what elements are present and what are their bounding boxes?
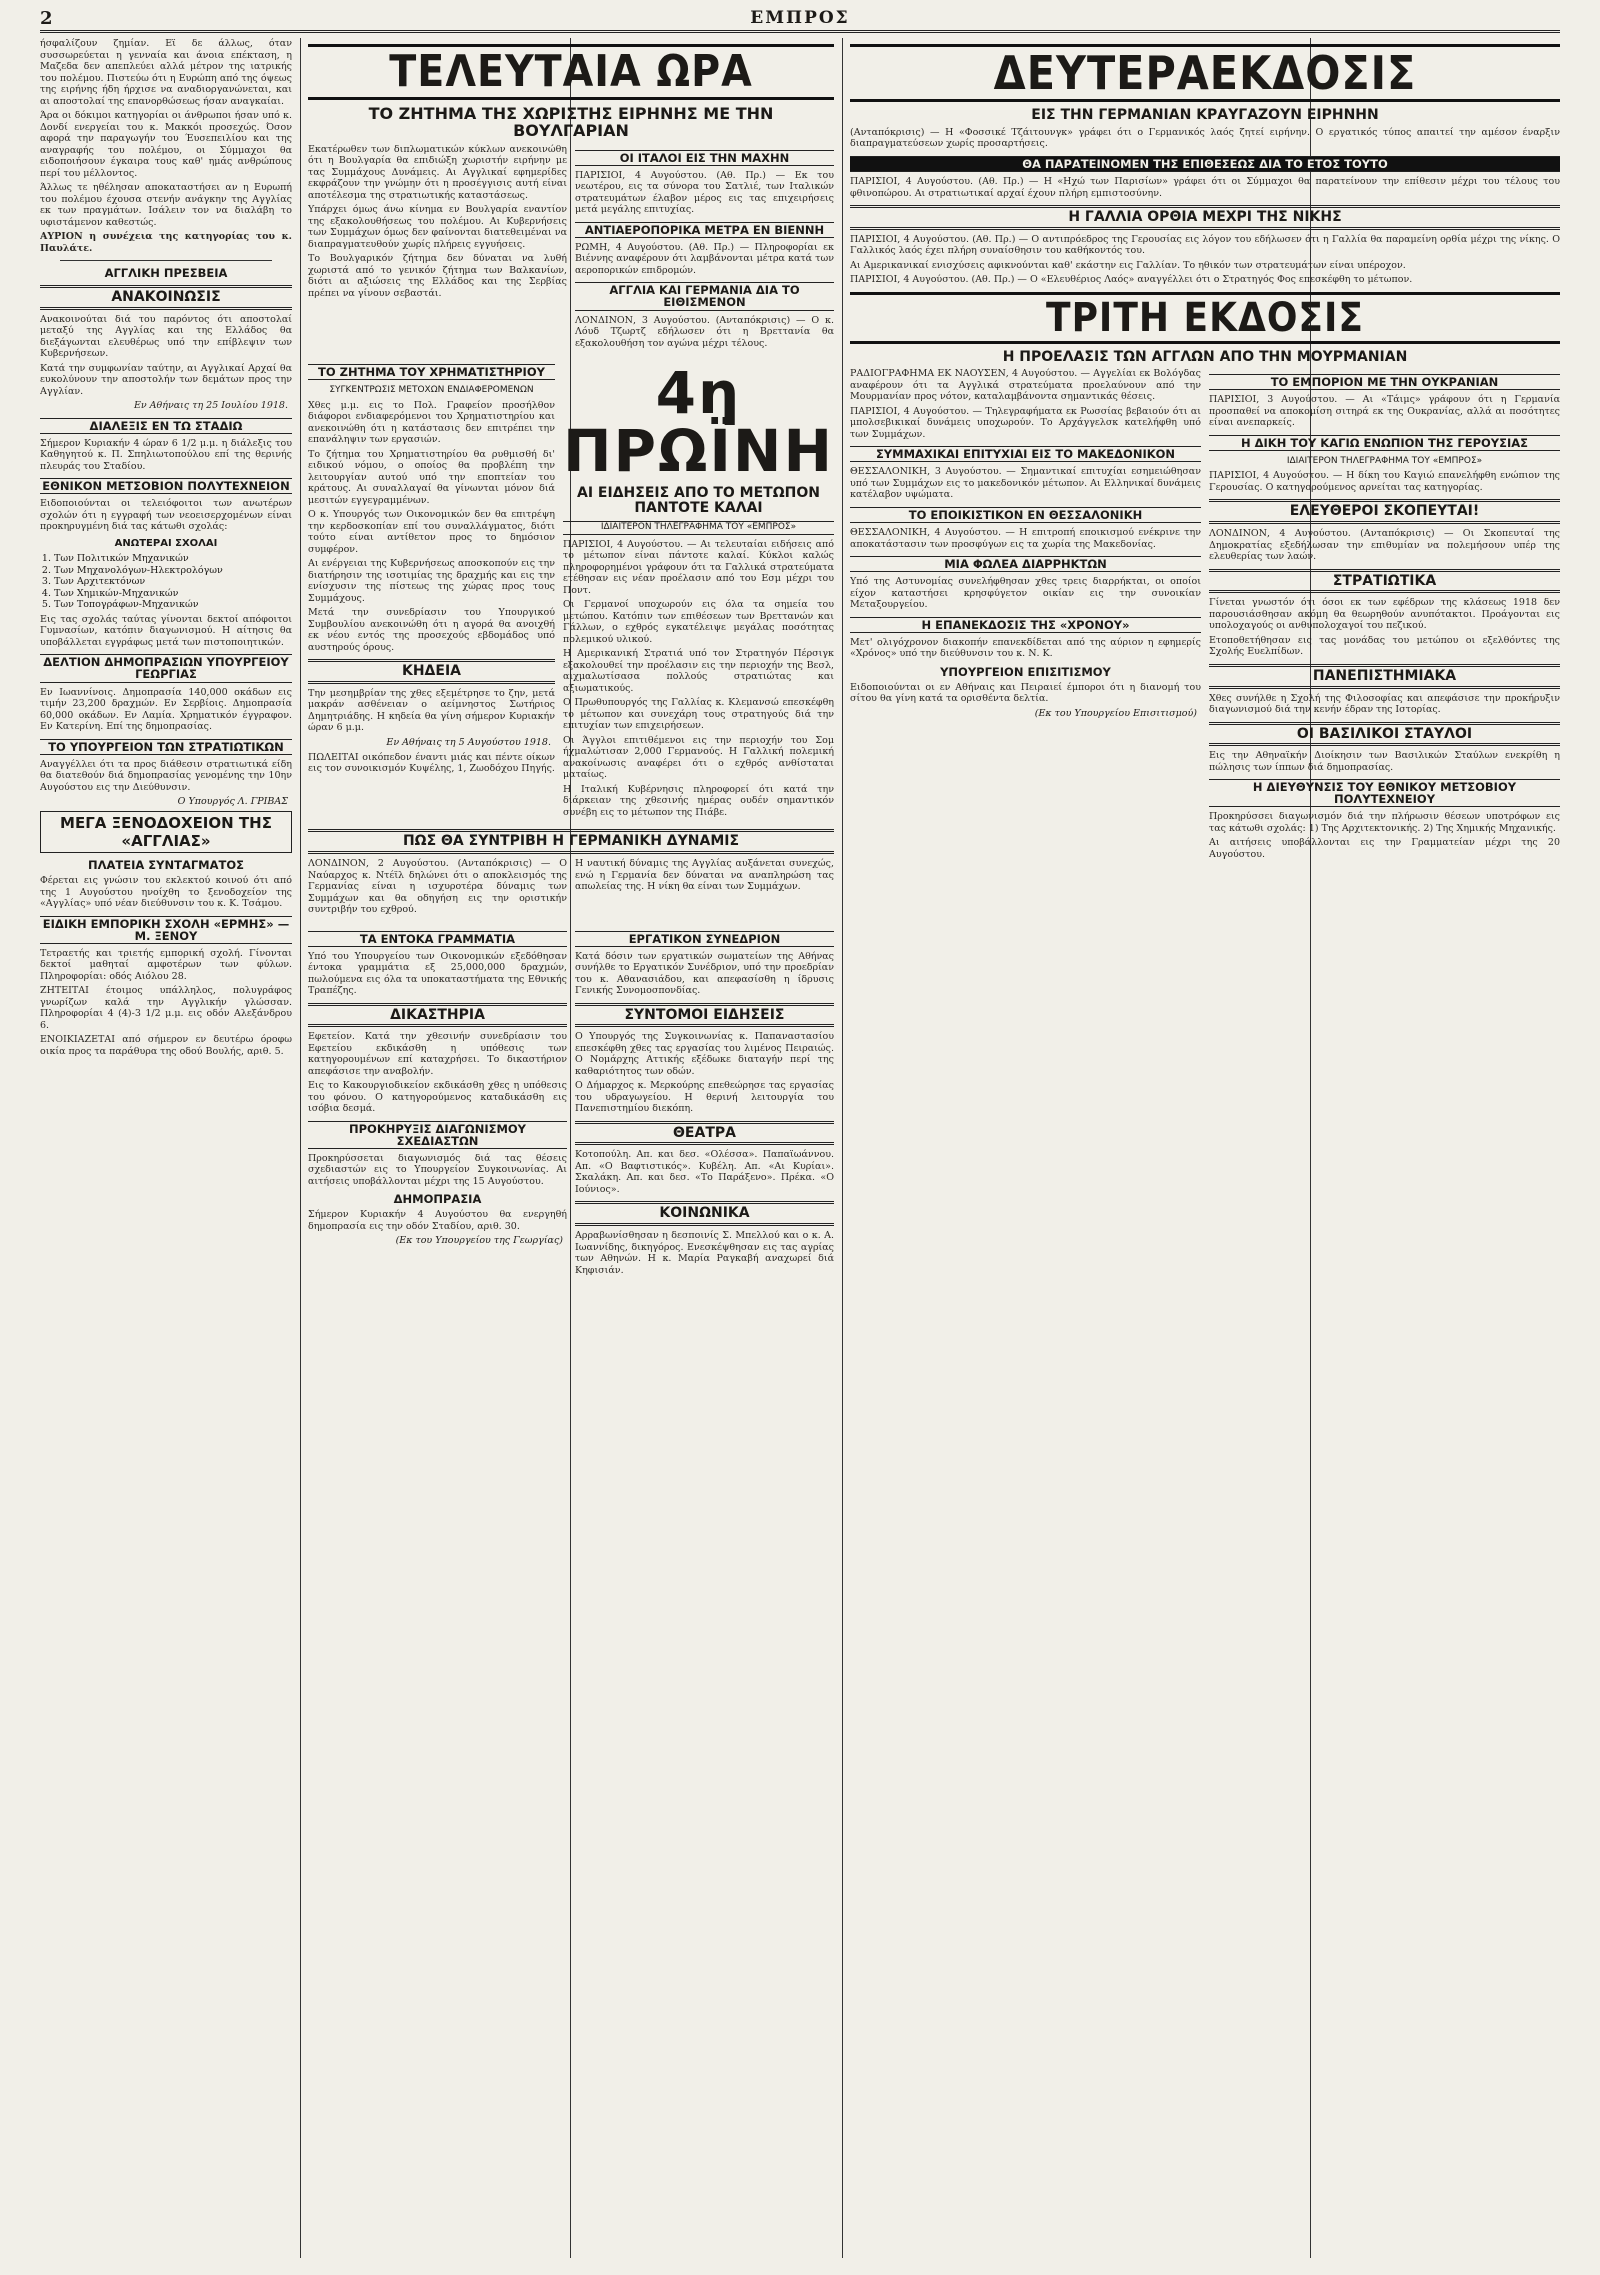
headline-third-edition: ΤΡΙΤΗ ΕΚΔΟΣΙΣ bbox=[850, 292, 1560, 344]
school-list bbox=[54, 553, 292, 611]
article-text: Υπάρχει όμως άνω κίνημα εν Βουλγαρία εναντίον της εξακολουθήσεως του πολέμου. Αι Κυβερνήσεις των Συμμάχων όμως δεν φαίνονται διατεθειμέναι να διαπραγματευθούν χωρίς πλήρεις εγγυήσεις. bbox=[308, 204, 567, 250]
headline: ΚΟΙΝΩΝΙΚΑ bbox=[575, 1201, 834, 1226]
column-rule bbox=[300, 38, 301, 2258]
headline: ΚΗΔΕΙΑ bbox=[308, 659, 555, 684]
article-text: Το Βουλγαρικόν ζήτημα δεν δύναται να λυθή χωριστά από το γενικόν ζήτημα των Βαλκανίων, διότι αι αξιώσεις της Ελλάδος και της Σερβίας πρέπει να γίνουν σεβαστάι. bbox=[308, 253, 567, 299]
column-rule bbox=[842, 38, 843, 2258]
article-text: Ειδοποιούνται οι τελειόφοιτοι των ανωτέρων σχολών ότι η εγγραφή των νεοεισερχομένων είναι προκηρυγμένη διά τας κάτωθι σχολάς: bbox=[40, 498, 292, 533]
article-text: Αρραβωνίσθησαν η δεσποινίς Σ. Μπελλού και ο κ. Α. Ιωαννίδης, δικηγόρος. Ενεσκέψθησαν εις τας αγρίας των Αθηνών. Η κ. Μαρία Ραγκαβή αναχωρεί διά Κηφισιάν. bbox=[575, 1230, 834, 1276]
article-text: Εφετείον. Κατά την χθεσινήν συνεδρίασιν του Εφετείου εκδικάσθη η υπόθεσις των κατηγορουμένων επί καταχρήσει. Το δικαστήριον απεφάσισε την αναβολήν. bbox=[308, 1031, 567, 1077]
article-text: Ετοποθετήθησαν εις τας μονάδας του μετώπου οι εξελθόντες της Σχολής Ευελπίδων. bbox=[1209, 634, 1560, 658]
article-text: Αι ενέργειαι της Κυβερνήσεως αποσκοπούν εις την διατήρησιν της ισοτιμίας της δραχμής και εις την ενίσχυσιν της πίστεως της χώρας προς τους Συμμάχους. bbox=[308, 558, 555, 604]
headline: ΕΛΕΥΘΕΡΟΙ ΣΚΟΠΕΥΤΑΙ! bbox=[1209, 499, 1560, 524]
headline: ΤΑ ΕΝΤΟΚΑ ΓΡΑΜΜΑΤΙΑ bbox=[308, 931, 567, 947]
headline: ΕΙΣ ΤΗΝ ΓΕΡΜΑΝΙΑΝ ΚΡΑΥΓΑΖΟΥΝ ΕΙΡΗΝΗΝ bbox=[1031, 107, 1379, 124]
headline: Η ΠΡΟΕΛΑΣΙΣ ΤΩΝ ΑΓΓΛΩΝ ΑΠΟ ΤΗΝ ΜΟΥΡΜΑΝΙΑΝ bbox=[1002, 348, 1408, 365]
headline: ΑΝΤΙΑΕΡΟΠΟΡΙΚΑ ΜΕΤΡΑ ΕΝ ΒΙΕΝΝΗ bbox=[575, 222, 834, 238]
article-text: Προκηρύσσει διαγωνισμόν διά την πλήρωσιν θέσεων υποτρόφων εις τας κάτωθι σχολάς: 1) Της Αρχιτεκτονικής. 2) Της Χημικής Μηχανικής. bbox=[1209, 811, 1560, 834]
article-text: Οι Γερμανοί υποχωρούν εις όλα τα σημεία του μετώπου. Κατόπιν των επιθέσεων των Βρεττανών και Γάλλων, ο εχθρός εγκατέλειψε μεγάλας ποσότητας πολεμικού υλικού. bbox=[562, 599, 834, 645]
list-item: 2. Των Μηχανολόγων-Ηλεκτρολόγων bbox=[54, 565, 292, 577]
subheadline: ΙΔΙΑΙΤΕΡΟΝ ΤΗΛΕΓΡΑΦΗΜΑ ΤΟΥ «ΕΜΠΡΟΣ» bbox=[563, 521, 834, 534]
article-text: Εν Ιωαννίνοις. Δημοπρασία 140,000 οκάδων εις τιμήν 23,200 δραχμών. Εν Σερβίοις. Δημοπρασία 60,000 οκάδων. Εν Λαμία. Χρηματικόν έγγραφον. Εν Κατερίνη. Επί της δημοπρασίας. bbox=[40, 686, 292, 732]
headline: ΜΙΑ ΦΩΛΕΑ ΔΙΑΡΡΗΚΤΩΝ bbox=[850, 556, 1201, 572]
german-article-left bbox=[308, 858, 567, 919]
list-item: 3. Των Αρχιτεκτόνων bbox=[54, 576, 292, 588]
article-text: ΠΑΡΙΣΙΟΙ, 3 Αυγούστου. — Αι «Τάιμς» γράφουν ότι η Γερμανία προσπαθεί να αποκομίση σιτηρά εκ της Ουκρανίας, αλλά αι ποσότητες είναι ανεπαρκείς. bbox=[1209, 394, 1560, 429]
article-text: Αι Αμερικανικαί ενισχύσεις αφικνούνται καθ' εκάστην εις Γαλλίαν. Το ηθικόν των στρατευμάτων είναι υπέροχον. bbox=[850, 259, 1406, 271]
headline: ΥΠΟΥΡΓΕΙΟΝ ΕΠΙΣΙΤΙΣΜΟΥ bbox=[940, 664, 1111, 679]
divider bbox=[60, 260, 272, 261]
article-text: Εις την Αθηναϊκήν Διοίκησιν των Βασιλικών Σταύλων ενεκρίθη η πώλησις των ίππων διά δημοπρασίας. bbox=[1209, 750, 1560, 773]
subheadline: ΙΔΙΑΙΤΕΡΟΝ ΤΗΛΕΓΡΑΦΗΜΑ ΤΟΥ «ΕΜΠΡΟΣ» bbox=[1286, 456, 1483, 467]
classified-ad: ΕΝΟΙΚΙΑΖΕΤΑΙ από σήμερον εν δευτέρω όροφω οικία προς τα παράθυρα της οδού Βουλής, αριθ. 5. bbox=[40, 1034, 292, 1057]
article-text: ΘΕΣΣΑΛΟΝΙΚΗ, 3 Αυγούστου. — Σημαντικαί επιτυχίαι εσημειώθησαν υπό των Συμμάχων εις το μακεδονικόν μέτωπον. Αι Ελληνικαί δυνάμεις κατέλαβον υψώματα. bbox=[850, 466, 1201, 501]
headline: ΠΑΝΕΠΙΣΤΗΜΙΑΚΑ bbox=[1209, 664, 1560, 689]
headline: ΑΝΑΚΟΙΝΩΣΙΣ bbox=[40, 285, 292, 310]
headline: ΟΙ ΙΤΑΛΟΙ ΕΙΣ ΤΗΝ ΜΑΧΗΝ bbox=[575, 150, 834, 166]
article-text: Μετ' ολιγόχρονον διακοπήν επανεκδίδεται από της αύριον η εφημερίς «Χρόνος» υπό την διεύθυνσιν του κ. Ν. Κ. bbox=[850, 636, 1201, 660]
headline: ΤΟ ΕΜΠΟΡΙΟΝ ΜΕ ΤΗΝ ΟΥΚΡΑΝΙΑΝ bbox=[1209, 374, 1560, 390]
hotel-ad-title: ΜΕΓΑ ΞΕΝΟΔΟΧΕΙΟΝ ΤΗΣ «ΑΓΓΛΙΑΣ» bbox=[40, 811, 292, 853]
column-3 bbox=[563, 358, 834, 821]
headline: ΑΙ ΕΙΔΗΣΕΙΣ ΑΠΟ ΤΟ ΜΕΤΩΠΟΝ ΠΑΝΤΟΤΕ ΚΑΛΑΙ bbox=[577, 485, 820, 516]
headline: ΔΗΜΟΠΡΑΣΙΑ bbox=[393, 1192, 482, 1207]
classified-ad: ΖΗΤΕΙΤΑΙ έτοιμος υπάλληλος, πολυγράφος γνωρίζων καλά την Αγγλικήν γλώσσαν. Πληροφορίαι 4 (4)-3 1/2 μ.μ. εις οδόν Αλεξάνδρου 6. bbox=[40, 985, 292, 1031]
column-2 bbox=[308, 144, 567, 352]
article-text: ΠΑΡΙΣΙΟΙ, 4 Αυγούστου. — Αι τελευταίαι ειδήσεις από το μέτωπον είναι πάντοτε καλαί. Κύκλοι καλώς πληροφορημένοι γράφουν ότι τα Γαλλικά στρατεύματα ετέθησαν εις νέαν προέλασιν από του Εσμ μέχρι του Ποντ. bbox=[562, 538, 834, 596]
article-text: Εις τας σχολάς ταύτας γίνονται δεκτοί απόφοιτοι Γυμνασίων, κατόπιν διαγωνισμού. Η αίτησις θα υποβάλλεται εγγράφως μετά των πιστοποιητικών. bbox=[40, 613, 292, 648]
column-2-lower bbox=[308, 358, 555, 821]
article-text: ΠΑΡΙΣΙΟΙ, 4 Αυγούστου. (Αθ. Πρ.) — Εκ του νεωτέρου, εις τα σύνορα του Σατλιέ, των Ιταλικών στρατευμάτων έλαβον μέρος εις τας επιχειρήσεις μετά μεγάλης επιτυχίας. bbox=[575, 169, 834, 216]
source-note: (Εκ του Υπουργείου Επισιτισμού) bbox=[1034, 707, 1197, 719]
article-text: Υπό της Αστυνομίας συνελήφθησαν χθες τρεις διαρρήκται, οι οποίοι είχον καταστήσει κρησφύγετον οικίαν εις την συνοικίαν Μεταξουργείου. bbox=[850, 576, 1201, 611]
list-item: 1. Των Πολιτικών Μηχανικών bbox=[54, 553, 292, 565]
headline: ΔΙΚΑΣΤΗΡΙΑ bbox=[308, 1003, 567, 1028]
article-text: Τετραετής και τριετής εμπορική σχολή. Γίνονται δεκτοί μαθηταί αμφοτέρων των φύλων. Πληροφορίαι: οδός Αιόλου 28. bbox=[40, 947, 292, 982]
column-5 bbox=[850, 368, 1201, 863]
headline: ΣΥΝΤΟΜΟΙ ΕΙΔΗΣΕΙΣ bbox=[575, 1003, 834, 1028]
article-text: ΡΩΜΗ, 4 Αυγούστου. (Αθ. Πρ.) — Πληροφορίαι εκ Βιέννης αναφέρουν ότι λαμβάνονται μέτρα κατά των αεροπορικών επιδρομών. bbox=[575, 241, 834, 276]
article-text: Ο Δήμαρχος κ. Μερκούρης επεθεώρησε τας εργασίας του υδραγωγείου. Η θερινή λειτουργία του Πανεπιστημίου διεκόπη. bbox=[575, 1080, 834, 1115]
headline: ΔΙΑΛΕΞΙΣ ΕΝ ΤΩ ΣΤΑΔΙΩ bbox=[40, 418, 292, 434]
column-6 bbox=[1209, 368, 1560, 863]
article-text: ήσφαλίζουν ζημίαν. Εϊ δε άλλως, όταν συσσωρεύεται η γενναία και άνοια επέκταση, η Μαζεδα δεν απεπλεύει αλλά μέτρον της ιατρικής του πολέμου. Πιστεύω ότι η Ευρώπη από της όψεως της ειρήνης ήδη ήρχισε να αναδιοργανώνεται, και αι αποστολαί της επανορθώσεως ήσαν αναγκαίαι. bbox=[40, 38, 292, 107]
article-text: Άλλως τε ηθέλησαν αποκαταστήσει αν η Ευρωπή του πολέμου έχουσα στενήν ανάγκην της Αγγλίας εκ των πραγμάτων. Ισάλειν τον να διαλάβη το υφιστάμενον καθεστώς. bbox=[40, 182, 292, 228]
headline: ΠΡΟΚΗΡΥΞΙΣ ΔΙΑΓΩΝΙΣΜΟΥ ΣΧΕΔΙΑΣΤΩΝ bbox=[308, 1121, 567, 1149]
headline: Η ΕΠΑΝΕΚΔΟΣΙΣ ΤΗΣ «ΧΡΟΝΟΥ» bbox=[850, 617, 1201, 633]
headline: ΑΓΓΛΙΑ ΚΑΙ ΓΕΡΜΑΝΙΑ ΔΙΑ ΤΟ ΕΙΘΙΣΜΕΝΟΝ bbox=[575, 282, 834, 310]
article-text: ΠΑΡΙΣΙΟΙ, 4 Αυγούστου. — Τηλεγραφήματα εκ Ρωσσίας βεβαιούν ότι αι μπολσεβικικαί δυνάμεις υποχωρούν. Το Αρχάγγελσκ κατελήφθη υπό των Συμμάχων. bbox=[850, 405, 1201, 440]
article-text: Μετά την συνεδρίασιν του Υπουργικού Συμβουλίου ανεκοινώθη ότι η αγορά θα ανοιχθή εκ νέου εντός της προσεχούς εβδομάδος υπό αυστηρούς όρους. bbox=[308, 607, 555, 653]
headline: ΣΤΡΑΤΙΩΤΙΚΑ bbox=[1209, 569, 1560, 594]
headline: ΕΡΓΑΤΙΚΟΝ ΣΥΝΕΔΡΙΟΝ bbox=[575, 931, 834, 947]
article-text: (Ανταπόκρισις) — Η «Φοσσικέ Τζάιτουνγκ» γράφει ότι ο Γερμανικός λαός ζητεί ειρήνην. Ο εργατικός τύπος απαιτεί την αμέσον έναρξιν διαπραγματεύσεων χωρίς προσαρτήσεις. bbox=[850, 126, 1560, 150]
source-note: (Εκ του Υπουργείου της Γεωργίας) bbox=[395, 1235, 563, 1247]
article-text: Εκατέρωθεν των διπλωματικών κύκλων ανεκοινώθη ότι η Βουλγαρία θα επιδιώξη χωριστήν ειρήνην με τας Συμμάχους Δυνάμεις. Αι Αγγλικαί εφημερίδες εκφράζουν την γνώμην ότι η προσέγγισις αυτή είναι αποτέλεσμα της στρατιωτικής καταστάσεως. bbox=[308, 143, 567, 201]
german-article-right bbox=[575, 858, 834, 919]
page-number: 2 bbox=[40, 8, 53, 29]
headline-morning-edition: 4η ΠΡΩΪΝΗ bbox=[562, 359, 834, 486]
article-text: Χθες μ.μ. εις το Πολ. Γραφείον προσήλθον διάφοροι ενδιαφερόμενοι του Χρηματιστηρίου και ανεκοινώθη ότι η κατάστασις δεν επιτρέπει την επανάληψιν των εργασιών. bbox=[308, 399, 555, 446]
headline: ΤΟ ΥΠΟΥΡΓΕΙΟΝ ΤΩΝ ΣΤΡΑΤΙΩΤΙΚΩΝ bbox=[40, 739, 292, 755]
subheadline: ΣΥΓΚΕΝΤΡΩΣΙΣ ΜΕΤΟΧΩΝ ΕΝΔΙΑΦΕΡΟΜΕΝΩΝ bbox=[329, 385, 534, 396]
article-text: ΛΟΝΔΙΝΟΝ, 4 Αυγούστου. (Ανταπόκρισις) — Οι Σκοπευταί της Δημοκρατίας εξεδήλωσαν την επιθυμίαν να πολεμήσουν υπέρ της ελευθερίας των λαών. bbox=[1209, 528, 1560, 563]
article-text: Την μεσημβρίαν της χθες εξεμέτρησε το ζην, μετά μακράν ασθένειαν ο αείμνηστος Σωτήριος Δημητριάδης. Η κηδεία θα γίνη σήμερον Κυριακήν ώραν 6 μ.μ. bbox=[308, 687, 555, 734]
column-4 bbox=[575, 925, 834, 1280]
article-text: ΡΑΔΙΟΓΡΑΦΗΜΑ ΕΚ ΝΑΟΥΣΕΝ, 4 Αυγούστου. — Αγγελίαι εκ Βολόγδας αναφέρουν ότι τα Αγγλικά στρατεύματα προελαύνουν από την Μουρμανίαν προς νότον, καταλαμβάνοντα σημαντικάς θέσεις. bbox=[850, 368, 1201, 403]
article-text: Ο κ. Υπουργός των Οικονομικών δεν θα επιτρέψη την κερδοσκοπίαν επί του συναλλάγματος, διότι τούτο είναι αντίθετον προς το δημόσιον συμφέρον. bbox=[308, 509, 555, 555]
article-text: Αναγγέλλει ότι τα προς διάθεσιν στρατιωτικά είδη θα διατεθούν διά δημοπρασίας γενομένης την 10ην Αυγούστου εις την Διεύθυνσιν. bbox=[40, 758, 292, 793]
headline-second-edition: ΔΕΥΤΕΡΑΕΚΔΟΣΙΣ bbox=[850, 44, 1560, 102]
article-text: ΛΟΝΔΙΝΟΝ, 3 Αυγούστου. (Ανταπόκρισις) — Ο κ. Λόυδ Τζωρτζ εδήλωσεν ότι η Βρεττανία θα εξακολουθήση τον αγώνα μέχρι τέλους. bbox=[575, 314, 834, 349]
article-text: Η ναυτική δύναμις της Αγγλίας αυξάνεται συνεχώς, ενώ η Γερμανία δεν δύναται να αναπληρώση τας απωλείας της. Η νίκη θα είναι των Συμμάχων. bbox=[575, 858, 834, 893]
headline: ΤΟ ΕΠΟΙΚΙΣΤΙΚΟΝ ΕΝ ΘΕΣΣΑΛΟΝΙΚΗ bbox=[850, 507, 1201, 523]
headline: ΘΑ ΠΑΡΑΤΕΙΝΟΜΕΝ ΤΗΣ ΕΠΙΘΕΣΕΩΣ ΔΙΑ ΤΟ ΕΤΟΣ ΤΟΥΤΟ bbox=[850, 156, 1560, 172]
school-ad-title: ΕΙΔΙΚΗ ΕΜΠΟΡΙΚΗ ΣΧΟΛΗ «ΕΡΜΗΣ» — Μ. ΞΕΝΟΥ bbox=[40, 916, 292, 944]
article-text: Το ζήτημα του Χρηματιστηρίου θα ρυθμισθή δι' ειδικού νόμου, ο οποίος θα προβλέπη την λειτουργίαν αυτού υπό την εποπτείαν του κράτους. Αι συναλλαγαί θα γίνωνται μόνον διά μεσιτών εγγεγραμμένων. bbox=[308, 448, 555, 506]
headline-last-hour: ΤΕΛΕΥΤΑΙΑ ΩΡΑ bbox=[308, 44, 834, 100]
article-text: Σήμερον Κυριακήν 4 Αυγούστου θα ενεργηθή δημοπρασία εις την οδόν Σταδίου, αριθ. 30. bbox=[308, 1209, 567, 1232]
masthead bbox=[40, 8, 1560, 33]
article-text: Η Ιταλική Κυβέρνησις πληροφορεί ότι κατά την διάρκειαν της χθεσινής ημέρας ουδέν σημαντικόν συνέβη εις το μέτωπον της Πιάβε. bbox=[562, 783, 834, 818]
headline: ΕΘΝΙΚΟΝ ΜΕΤΣΟΒΙΟΝ ΠΟΛΥΤΕΧΝΕΙΟΝ bbox=[40, 478, 292, 494]
columns-2-3 bbox=[308, 38, 834, 2258]
classified-ad: ΠΩΛΕΙΤΑΙ οικόπεδον έναντι μιάς και πέντε οίκων εις τον συνοικισμόν Κυψέλης, 1, Ζωοδόχου Πηγής. bbox=[308, 751, 555, 775]
article-text: Ο Υπουργός της Συγκοινωνίας κ. Παπαναστασίου επεσκέφθη χθες τας εργασίας του λιμένος Πειραιώς. Ο Νομάρχης Αττικής εξέδωκε διαταγήν περί της καθαριότητος των οδών. bbox=[575, 1031, 834, 1077]
article-text: Κοτοπούλη. Απ. και δεσ. «Ολέσσα». Παπαϊωάννου. Απ. «Ο Βαφτιστικός». Κυβέλη. Απ. «Αι Κυρίαι». Σκαλάκη. Απ. και δεσ. «Το Παράξενο». Πρέκα. «Ο Ιούνιος». bbox=[575, 1149, 834, 1195]
article-text: Ο Πρωθυπουργός της Γαλλίας κ. Κλεμανσώ επεσκέφθη το μέτωπον και συνεχάρη τους στρατηγούς διά την επιτυχίαν των επιχειρήσεων. bbox=[562, 697, 834, 732]
article-text: Άρα οι δόκιμοι κατηγορίαι οι άνθρωποι ήσαν υπό κ. Δονδί ενεργείαι του κ. Μακκόι προσεχώς. Όσον αφορά την παραγωγήν του Έυσεπειλίου και της αναγραφής του πολέμου, οι Σύμμαχοι θα ειδοποιήσουν έγκαιρα τους καθ' ημάς ανθρώπους περί του μέλλοντος. bbox=[40, 110, 292, 179]
dateline: Εν Αθήναις τη 5 Αυγούστου 1918. bbox=[386, 736, 551, 748]
article-text: ΑΥΡΙΟΝ η συνέχεια της κατηγορίας του κ. Παυλάτε. bbox=[40, 231, 292, 254]
article-text: Φέρεται εις γνώσιν του εκλεκτού κοινού ότι από της 1 Αυγούστου ηνοίχθη το ξενοδοχείον της «Αγγλίας» υπό νέαν διεύθυνσιν του κ. Κ. Τσάμου. bbox=[40, 875, 292, 910]
article-text: Υπό του Υπουργείου των Οικονομικών εξεδόθησαν έντοκα γραμμάτια εξ 25,000,000 δραχμών, πωλούμενα εις όλα τα υποκαταστήματα της Εθνικής Τραπέζης. bbox=[308, 950, 567, 997]
paper-name: ΕΜΠΡΟΣ bbox=[750, 8, 850, 28]
article-text: Ανακοινούται διά του παρόντος ότι αποστολαί μεταξύ της Αγγλίας και της Ελλάδος θα διεξάγωνται ελευθέρως υπό την επίβλεψιν των Κυβερνήσεων. bbox=[40, 313, 292, 360]
headline: ΘΕΑΤΡΑ bbox=[575, 1121, 834, 1146]
article-text: Γίνεται γνωστόν ότι όσοι εκ των εφέδρων της κλάσεως 1918 δεν παρουσιάσθησαν ακόμη θα θεωρηθούν ανυπότακτοι. Προάγονται εις υπολοχαγούς οι ανθυπολοχαγοί του πεζικού. bbox=[1209, 597, 1560, 632]
article-text: ΠΑΡΙΣΙΟΙ, 4 Αυγούστου. (Αθ. Πρ.) — Η «Ηχώ των Παρισίων» γράφει ότι οι Σύμμαχοι θα παρατείνουν την επίθεσιν μέχρι του τέλους του φθινοπώρου. Αι στρατιωτικαί αρχαί έχουν πλήρη εμπιστοσύνην. bbox=[850, 176, 1560, 199]
list-item: 5. Των Τοπογράφων-Μηχανικών bbox=[54, 599, 292, 611]
article-text: Οι Άγγλοι επιτιθέμενοι εις την περιοχήν του Σομ ήχμαλώτισαν 2,000 Γερμανούς. Η Γαλλική πολεμική ανακοίνωσις αναφέρει ότι ο εχθρός ανθίσταται ματαίως. bbox=[562, 734, 834, 781]
headline: ΠΩΣ ΘΑ ΣΥΝΤΡΙΒΗ Η ΓΕΡΜΑΝΙΚΗ ΔΥΝΑΜΙΣ bbox=[308, 829, 834, 854]
hotel-ad-subtitle: ΠΛΑΤΕΙΑ ΣΥΝΤΑΓΜΑΤΟΣ bbox=[87, 858, 244, 873]
headline: ΤΟ ΖΗΤΗΜΑ ΤΟΥ ΧΡΗΜΑΤΙΣΤΗΡΙΟΥ bbox=[308, 364, 555, 380]
article-text: Ειδοποιούνται οι εν Αθήναις και Πειραιεί έμποροι ότι η διανομή του σίτου θα γίνη κατά τα ορισθέντα δελτία. bbox=[850, 681, 1201, 705]
article-text: Σήμερον Κυριακήν 4 ώραν 6 1/2 μ.μ. η διάλεξις του Καθηγητού κ. Π. Σπηλιωτοπούλου επί της θερινής πλευράς του Σταδίου. bbox=[40, 437, 292, 472]
headline: ΑΓΓΛΙΚΗ ΠΡΕΣΒΕΙΑ bbox=[104, 266, 228, 280]
column-3-lower bbox=[308, 925, 567, 1280]
article-text: ΠΑΡΙΣΙΟΙ, 4 Αυγούστου. (Αθ. Πρ.) — Ο αντιπρόεδρος της Γερουσίας εις λόγον του εδήλωσεν ότι η Γαλλία θα παραμείνη ορθία μέχρι της νίκης. Ο Γαλλικός λαός έχει πλήρη συναίσθησιν του καθήκοντός του. bbox=[850, 233, 1560, 257]
article-text: Χθες συνήλθε η Σχολή της Φιλοσοφίας και απεφάσισε την προκήρυξιν διαγωνισμού διά την κενήν έδραν της Ιστορίας. bbox=[1209, 692, 1560, 716]
dateline: Εν Αθήναις τη 25 Ιουλίου 1918. bbox=[133, 400, 288, 412]
headline: Η ΔΙΚΗ ΤΟΥ ΚΑΓΙΩ ΕΝΩΠΙΟΝ ΤΗΣ ΓΕΡΟΥΣΙΑΣ bbox=[1209, 435, 1560, 451]
columns-5-6 bbox=[850, 38, 1560, 2258]
article-text: ΛΟΝΔΙΝΟΝ, 2 Αυγούστου. (Ανταπόκρισις) — Ο Ναύαρχος κ. Ντέϊλ δηλώνει ότι ο αποκλεισμός της Γερμανίας είναι η ισχυροτέρα δύναμις των Συμμάχων και θα οδηγήση εις την οριστικήν συντριβήν του εχθρού. bbox=[308, 858, 567, 916]
list-item: 4. Των Χημικών-Μηχανικών bbox=[54, 588, 292, 600]
headline: ΟΙ ΒΑΣΙΛΙΚΟΙ ΣΤΑΥΛΟΙ bbox=[1209, 722, 1560, 747]
article-text: Κατά δόσιν των εργατικών σωματείων της Αθήνας συνήλθε το Εργατικόν Συνέδριον, υπό την προεδρίαν του κ. Αθανασιάδου, και απεφασίσθη η ίδρυσις Γενικής Συνομοσπονδίας. bbox=[575, 950, 834, 997]
article-text: Κατά την συμφωνίαν ταύτην, αι Αγγλικαί Αρχαί θα ευκολύνουν την αποστολήν των δεμάτων προς την Αγγλίαν. bbox=[40, 362, 292, 397]
signature: Ο Υπουργός Λ. ΓΡΙΒΑΣ bbox=[177, 796, 288, 808]
column-1 bbox=[40, 38, 292, 2258]
article-text: ΘΕΣΣΑΛΟΝΙΚΗ, 4 Αυγούστου. — Η επιτροπή εποικισμού ενέκρινε την αποκατάστασιν των προσφύγων εις τα χωρία της Μακεδονίας. bbox=[850, 527, 1201, 550]
article-text: Αι αιτήσεις υποβάλλονται εις την Γραμματείαν μέχρι της 20 Αυγούστου. bbox=[1209, 837, 1560, 860]
column-3-top bbox=[575, 144, 834, 352]
headline: ΣΥΜΜΑΧΙΚΑΙ ΕΠΙΤΥΧΙΑΙ ΕΙΣ ΤΟ ΜΑΚΕΔΟΝΙΚΟΝ bbox=[850, 446, 1201, 462]
article-text: ΠΑΡΙΣΙΟΙ, 4 Αυγούστου. (Αθ. Πρ.) — Ο «Ελευθέριος Λαός» αναγγέλλει ότι ο Στρατηγός Φος επεσκέφθη το μέτωπον. bbox=[850, 274, 1413, 286]
article-text: Προκηρύσσεται διαγωνισμός διά τας θέσεις σχεδιαστών εις το Υπουργείον Συγκοινωνίας. Αι αιτήσεις υποβάλλονται μέχρι της 15 Αυγούστου. bbox=[308, 1152, 567, 1187]
headline: ΤΟ ΖΗΤΗΜΑ ΤΗΣ ΧΩΡΙΣΤΗΣ ΕΙΡΗΝΗΣ ΜΕ ΤΗΝ ΒΟΥΛΓΑΡΙΑΝ bbox=[368, 104, 774, 140]
list-title: ΑΝΩΤΕΡΑΙ ΣΧΟΛΑΙ bbox=[114, 537, 218, 549]
headline: Η ΔΙΕΥΘΥΝΣΙΣ ΤΟΥ ΕΘΝΙΚΟΥ ΜΕΤΣΟΒΙΟΥ ΠΟΛΥΤΕΧΝΕΙΟΥ bbox=[1209, 779, 1560, 807]
headline: ΔΕΛΤΙΟΝ ΔΗΜΟΠΡΑΣΙΩΝ ΥΠΟΥΡΓΕΙΟΥ ΓΕΩΡΓΙΑΣ bbox=[40, 654, 292, 682]
article-text: Η Αμερικανική Στρατιά υπό τον Στρατηγόν Πέρσιγκ εξακολουθεί την προέλασιν εις την περιοχήν της Βεσλ, αιχμαλωτίσασα πολλούς στρατιώτας και αξιωματικούς. bbox=[562, 648, 834, 694]
headline: Η ΓΑΛΛΙΑ ΟΡΘΙΑ ΜΕΧΡΙ ΤΗΣ ΝΙΚΗΣ bbox=[850, 205, 1560, 230]
article-text: Εις το Κακουργιοδικείον εκδικάσθη χθες η υπόθεσις του φόνου. Ο κατηγορούμενος καταδικάσθη εις ισόβια δεσμά. bbox=[308, 1080, 567, 1115]
article-text: ΠΑΡΙΣΙΟΙ, 4 Αυγούστου. — Η δίκη του Καγιώ επανελήφθη ενώπιον της Γερουσίας. Ο κατηγορούμενος αρνείται τας κατηγορίας. bbox=[1209, 470, 1560, 493]
